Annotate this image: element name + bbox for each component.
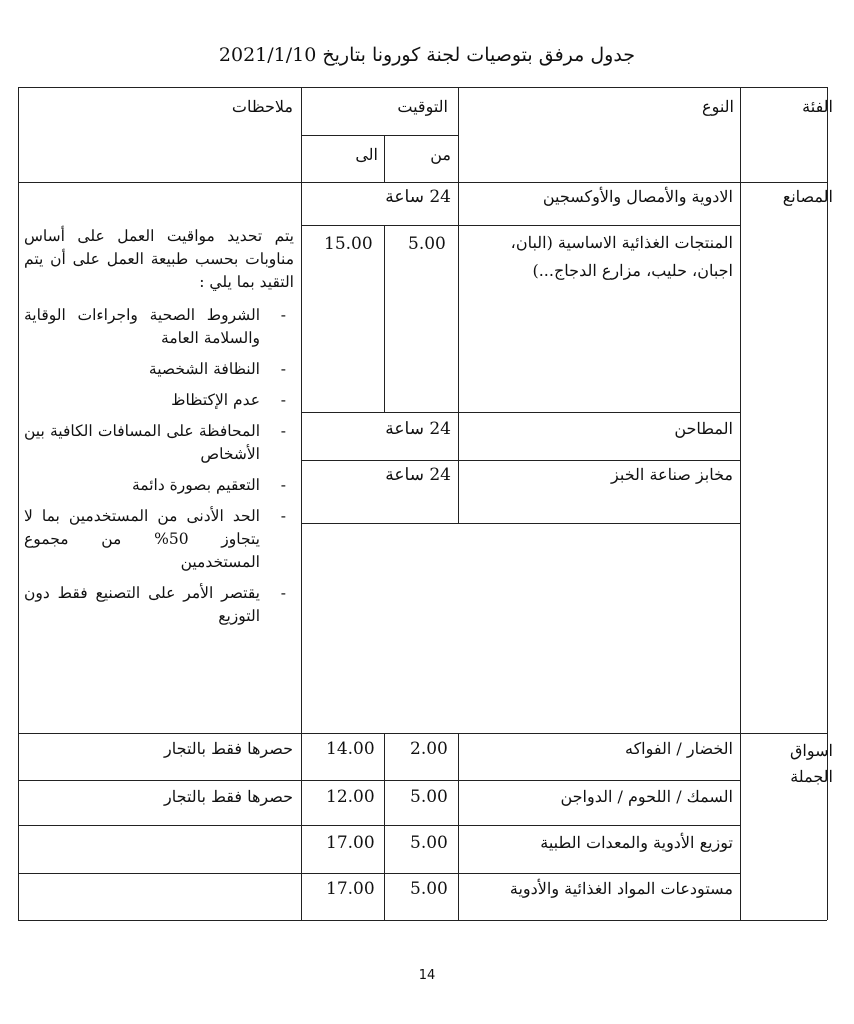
header-category: الفئة	[802, 97, 833, 116]
notes-list	[24, 304, 294, 628]
from-value: 5.00	[408, 234, 446, 254]
timing-24h: 24 ساعة	[385, 187, 451, 207]
timing-24h: 24 ساعة	[385, 465, 451, 485]
page-number: 14	[418, 968, 436, 983]
note-traders-only: حصرها فقط بالتجار	[164, 739, 293, 758]
category-wholesale-line2: الجملة	[790, 767, 833, 786]
type-mills: المطاحن	[674, 419, 733, 438]
timing-24h: 24 ساعة	[385, 419, 451, 439]
to-value: 12.00	[326, 787, 375, 807]
type-medicines: الادوية والأمصال والأوكسجين	[542, 187, 733, 206]
type-basic-food-line2: اجبان، حليب، مزارع الدجاج...)	[532, 261, 733, 280]
list-item: - عدم الإكتظاظ	[24, 389, 294, 412]
type-warehouses: مستودعات المواد الغذائية والأدوية	[509, 879, 733, 898]
list-item: - النظافة الشخصية	[24, 358, 294, 381]
type-fish-meat: السمك / اللحوم / الدواجن	[560, 787, 733, 806]
type-bakeries: مخابز صناعة الخبز	[611, 465, 733, 484]
to-value: 17.00	[326, 879, 375, 899]
from-value: 5.00	[410, 787, 448, 807]
type-basic-food-line1: المنتجات الغذائية الاساسية (البان،	[510, 233, 733, 252]
category-factories: المصانع	[782, 187, 833, 206]
type-medicine-distribution: توزيع الأدوية والمعدات الطبية	[540, 833, 733, 852]
list-item: - يقتصر الأمر على التصنيع فقط دون التوزيع	[24, 582, 294, 628]
header-notes: ملاحظات	[231, 97, 293, 116]
header-type: النوع	[702, 97, 734, 116]
note-traders-only: حصرها فقط بالتجار	[164, 787, 293, 806]
header-from: من	[430, 145, 451, 164]
type-vegetables: الخضار / الفواكه	[624, 739, 733, 758]
from-value: 5.00	[410, 879, 448, 899]
list-item: - المحافظة على المسافات الكافية بين الأشخاص	[24, 420, 294, 466]
from-value: 5.00	[410, 833, 448, 853]
list-item: - الحد الأدنى من المستخدمين بما لا يتجاوز 50% من مجموع المستخدمين	[24, 505, 294, 574]
to-value: 14.00	[326, 739, 375, 759]
list-item: - التعقيم بصورة دائمة	[24, 474, 294, 497]
header-to: الى	[355, 145, 378, 164]
to-value: 15.00	[324, 234, 373, 254]
document-title: جدول مرفق بتوصيات لجنة كورونا بتاريخ 2021/1/10	[218, 44, 636, 66]
from-value: 2.00	[410, 739, 448, 759]
header-timing: التوقيت	[397, 97, 448, 116]
list-item: - الشروط الصحية واجراءات الوقاية والسلامة العامة	[24, 304, 294, 350]
factories-notes	[24, 225, 294, 636]
to-value: 17.00	[326, 833, 375, 853]
notes-intro: يتم تحديد مواقيت العمل على أساس مناوبات بحسب طبيعة العمل على أن يتم التقيد بما يلي :	[24, 227, 294, 291]
category-wholesale-line1: اسواق	[790, 741, 833, 760]
